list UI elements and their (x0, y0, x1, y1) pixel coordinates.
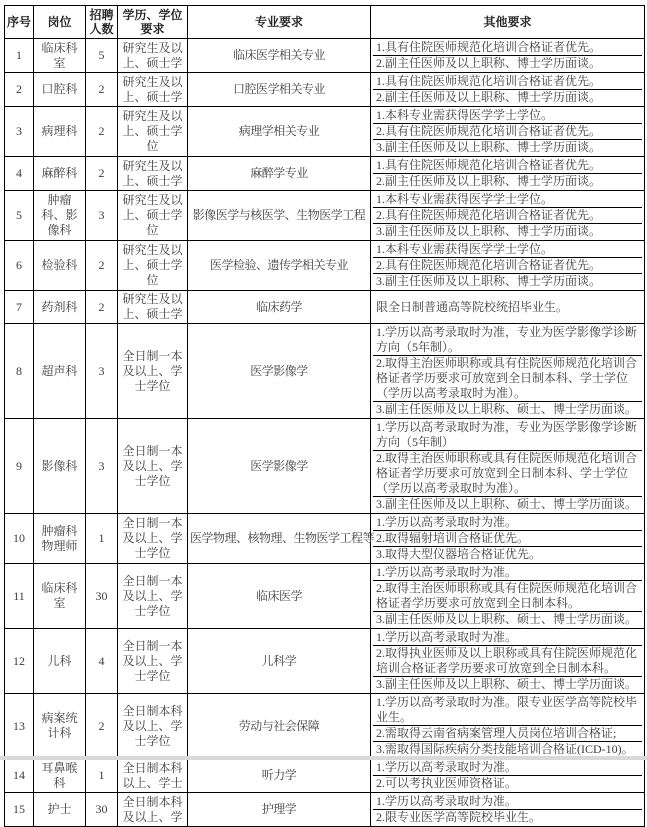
post-cell: 护士 (34, 793, 86, 827)
major-cell: 临床药学 (188, 291, 371, 324)
education-cell: 研究生及以上、硕士学 (118, 73, 188, 107)
requirement-item: 3.取得大型仪器培合格证优先。 (373, 546, 642, 562)
major-cell: 麻醉学专业 (188, 157, 371, 191)
table-header-row (5, 6, 645, 39)
recruit-count-cell: 2 (86, 291, 118, 324)
requirement-items (373, 565, 642, 627)
serial-number-cell: 10 (5, 514, 34, 564)
header-education-degree: 学历、学位要求 (118, 6, 188, 39)
header-post: 岗位 (34, 6, 86, 39)
requirement-item: 1.本科专业需获得医学学士学位。 (376, 242, 554, 256)
other-requirements-cell (371, 39, 645, 73)
requirement-item: 3.副主任医师及以上职称、博士学历面谈。 (373, 223, 642, 239)
education-cell: 研究生及以上、硕士学 (118, 157, 188, 191)
education-cell: 全日制一本及以上、学士学位 (118, 564, 188, 629)
major-cell: 劳动与社会保障 (188, 694, 371, 759)
requirement-item: 2.可以考执业医师资格证。 (373, 775, 642, 791)
requirement-items (373, 420, 642, 512)
recruit-count-cell: 3 (86, 191, 118, 241)
post-cell: 麻醉科 (34, 157, 86, 191)
major-cell: 儿科学 (188, 629, 371, 694)
requirement-items (373, 108, 642, 155)
requirement-items (373, 515, 642, 562)
requirement-items (373, 760, 642, 791)
serial-number-cell: 12 (5, 629, 34, 694)
other-requirements-cell (371, 324, 645, 419)
major-cell: 临床医学相关专业 (188, 39, 371, 73)
education-cell: 全日制本科以上、学士 (118, 759, 188, 793)
other-requirements-cell (371, 564, 645, 629)
recruit-count-cell: 3 (86, 324, 118, 419)
table-row (5, 514, 645, 564)
post-cell: 病案统计科 (34, 694, 86, 759)
serial-number-cell: 4 (5, 157, 34, 191)
other-requirements-cell (371, 107, 645, 157)
table-row (5, 291, 645, 324)
other-requirements-cell (371, 694, 645, 759)
education-cell: 全日制一本及以上、学士学位 (118, 324, 188, 419)
major-cell: 听力学 (188, 759, 371, 793)
serial-number-cell: 11 (5, 564, 34, 629)
table-row (5, 564, 645, 629)
requirement-item: 1.学历以高考录取时为准。 (376, 565, 518, 579)
major-cell: 医学影像学 (188, 419, 371, 514)
serial-number-cell: 14 (5, 759, 34, 793)
recruit-count-cell: 4 (86, 629, 118, 694)
requirement-items (373, 158, 642, 189)
requirement-item: 3.副主任医师及以上职称、硕士、博士学历面谈。 (373, 676, 642, 692)
requirement-item: 2.需取得云南省病案管理人员岗位培训合格证; (373, 725, 642, 741)
major-cell: 医学检验、遗传学相关专业 (188, 241, 371, 291)
requirement-item: 2.取得主治医师职称或具有住院医师规范化培训合格证者学历要求可放宽到全日制本科、学士学位（学历以高考录取时为准）。 (373, 450, 642, 496)
recruit-count-cell: 2 (86, 241, 118, 291)
requirement-item: 2.取得辐射培训合格证优先。 (373, 530, 642, 546)
requirement-item: 1.学历以高考录取时为准。 (376, 794, 518, 808)
serial-number-cell: 3 (5, 107, 34, 157)
serial-number-cell: 8 (5, 324, 34, 419)
post-cell: 病理科 (34, 107, 86, 157)
requirement-items (373, 695, 642, 757)
recruit-count-cell: 30 (86, 793, 118, 827)
education-cell: 研究生及以上、硕士学位 (118, 191, 188, 241)
requirement-items (373, 630, 642, 692)
requirement-item: 2.副主任医师及以上职称、博士学历面谈。 (373, 173, 642, 189)
table-row (5, 39, 645, 73)
other-requirements-cell (371, 629, 645, 694)
education-cell: 全日制一本及以上、学士学位 (118, 419, 188, 514)
requirement-item: 3.需取得国际疾病分类技能培训合格证(ICD-10)。 (373, 741, 642, 757)
requirement-item: 3.副主任医师及以上职称、硕士、博士学历面谈。 (373, 496, 642, 512)
post-cell: 影像科 (34, 419, 86, 514)
table-body (5, 39, 645, 827)
serial-number-cell: 13 (5, 694, 34, 759)
table-row (5, 73, 645, 107)
requirement-item: 1.学历以高考录取时为准。 (376, 630, 518, 644)
requirement-item: 2.具有住院医师规范化培训合格证者优先。 (373, 207, 642, 223)
other-requirements-cell (371, 514, 645, 564)
bottom-strip (0, 756, 647, 760)
post-cell: 药剂科 (34, 291, 86, 324)
education-cell: 研究生及以上、硕士学 (118, 39, 188, 73)
requirement-item: 1.具有住院医师规范化培训合格证者优先。 (376, 74, 602, 88)
recruit-count-cell: 2 (86, 107, 118, 157)
serial-number-cell: 15 (5, 793, 34, 827)
other-requirements-cell (371, 73, 645, 107)
serial-number-cell: 2 (5, 73, 34, 107)
requirement-item: 3.副主任医师及以上职称、硕士、博士学历面谈。 (373, 611, 642, 627)
post-cell: 临床科室 (34, 39, 86, 73)
requirement-items (373, 192, 642, 239)
header-major-requirement: 专业要求 (188, 6, 371, 39)
recruitment-table (4, 5, 645, 827)
recruit-count-cell: 30 (86, 564, 118, 629)
requirement-items (373, 40, 642, 71)
table-row (5, 241, 645, 291)
header-serial-number: 序号 (5, 6, 34, 39)
requirement-item: 2.副主任医师及以上职称、博士学历面谈。 (373, 55, 642, 71)
major-cell: 医学影像学 (188, 324, 371, 419)
header-other-requirement: 其他要求 (371, 6, 645, 39)
table-row (5, 107, 645, 157)
requirement-items (373, 794, 642, 825)
requirement-item: 1.具有住院医师规范化培训合格证者优先。 (376, 158, 602, 172)
other-requirements-cell (371, 291, 645, 324)
other-requirements-cell (371, 157, 645, 191)
serial-number-cell: 7 (5, 291, 34, 324)
requirement-item: 1.学历以高考录取时为准。 (376, 760, 518, 774)
recruit-count-cell: 2 (86, 694, 118, 759)
other-requirements-cell (371, 191, 645, 241)
requirement-item: 2.具有住院医师规范化培训合格证者优先。 (373, 123, 642, 139)
table-row (5, 759, 645, 793)
table-row (5, 191, 645, 241)
table-row (5, 629, 645, 694)
recruit-count-cell: 1 (86, 514, 118, 564)
post-cell: 肿瘤科物理师 (34, 514, 86, 564)
other-requirements-cell (371, 793, 645, 827)
requirement-item: 2.取得执业医师及以上职称或具有住院医师规范化培训合格证者学历要求可放宽到全日制本科。 (373, 645, 642, 676)
major-cell: 护理学 (188, 793, 371, 827)
requirement-item: 1.本科专业需获得医学学士学位。 (376, 108, 554, 122)
post-cell: 儿科 (34, 629, 86, 694)
requirement-item: 1.本科专业需获得医学学士学位。 (376, 192, 554, 206)
recruit-count-cell: 5 (86, 39, 118, 73)
education-cell: 全日制一本及以上、学士学位 (118, 629, 188, 694)
major-cell: 影像医学与核医学、生物医学工程 (188, 191, 371, 241)
post-cell: 耳鼻喉科 (34, 759, 86, 793)
major-cell: 口腔医学相关专业 (188, 73, 371, 107)
other-requirements-cell (371, 241, 645, 291)
other-requirements-cell (371, 419, 645, 514)
table-row (5, 157, 645, 191)
requirement-item: 3.副主任医师及以上职称、硕士、博士学历面谈。 (373, 401, 642, 417)
education-cell: 全日制本科及以上、学 (118, 793, 188, 827)
requirement-item: 1.具有住院医师规范化培训合格证者优先。 (376, 40, 602, 54)
header-recruit-count: 招聘人数 (86, 6, 118, 39)
education-cell: 研究生及以上、硕士学位 (118, 107, 188, 157)
post-cell: 口腔科 (34, 73, 86, 107)
recruit-count-cell: 1 (86, 759, 118, 793)
requirement-item: 限全日制普通高等院校统招毕业生。 (376, 299, 569, 314)
other-requirements-cell (371, 759, 645, 793)
requirement-item: 2.副主任医师及以上职称、博士学历面谈。 (373, 89, 642, 105)
table-row (5, 419, 645, 514)
post-cell: 肿瘤科、影像科 (34, 191, 86, 241)
major-cell: 病理学相关专业 (188, 107, 371, 157)
table-row (5, 694, 645, 759)
post-cell: 超声科 (34, 324, 86, 419)
major-cell: 医学物理、核物理、生物医学工程等 (188, 514, 371, 564)
serial-number-cell: 5 (5, 191, 34, 241)
education-cell: 研究生及以上、硕士学 (118, 291, 188, 324)
requirement-item: 1.学历以高考录取时为准，专业为医学影像学诊断方向（5年制） (376, 420, 638, 449)
requirement-item: 1.学历以高考录取时为准，专业为医学影像学诊断方向（5年制）。 (376, 325, 638, 354)
requirement-item: 2.取得主治医师职称或具有住院医师规范化培训合格证者学历要求可放宽到全日制本科。 (373, 580, 642, 611)
post-cell: 检验科 (34, 241, 86, 291)
serial-number-cell: 6 (5, 241, 34, 291)
recruit-count-cell: 3 (86, 419, 118, 514)
requirement-item: 2.限专业医学高等院校毕业生。 (373, 809, 642, 825)
requirement-items (373, 325, 642, 417)
requirement-items (373, 74, 642, 105)
requirement-item: 3.副主任医师及以上职称、博士学历面谈。 (373, 273, 642, 289)
recruit-count-cell: 2 (86, 157, 118, 191)
post-cell: 临床科室 (34, 564, 86, 629)
requirement-item: 2.具有住院医师规范化培训合格证者优先。 (373, 257, 642, 273)
requirement-item: 1.学历以高考录取时为准。限专业医学高等院校毕业生。 (376, 695, 638, 724)
education-cell: 研究生及以上、硕士学位 (118, 241, 188, 291)
requirement-item: 2.取得主治医师职称或具有住院医师规范化培训合格证者学历要求可放宽到全日制本科、学士学位（学历以高考录取时为准）。 (373, 355, 642, 401)
recruit-count-cell: 2 (86, 73, 118, 107)
requirement-item: 3.副主任医师及以上职称、博士学历面谈。 (373, 139, 642, 155)
serial-number-cell: 1 (5, 39, 34, 73)
table-row (5, 324, 645, 419)
education-cell: 全日制一本及以上、学士学位 (118, 514, 188, 564)
requirement-item: 1.学历以高考录取时为准。 (376, 515, 518, 529)
requirement-items (373, 242, 642, 289)
education-cell: 全日制本科及以上、学士学位 (118, 694, 188, 759)
major-cell: 临床医学 (188, 564, 371, 629)
serial-number-cell: 9 (5, 419, 34, 514)
table-row (5, 793, 645, 827)
requirement-items (373, 300, 642, 315)
